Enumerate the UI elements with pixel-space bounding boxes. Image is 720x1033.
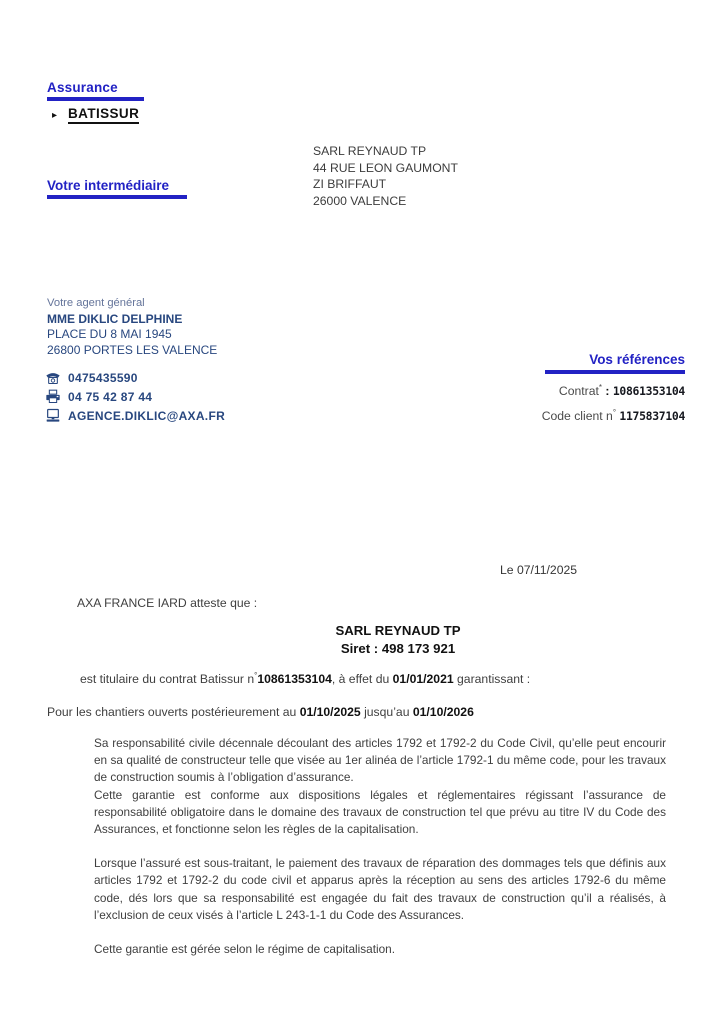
recipient-name: SARL REYNAUD TP <box>313 144 427 158</box>
paragraph-spacer <box>94 924 666 941</box>
intermediary-heading: Votre intermédiaire <box>47 178 170 193</box>
agent-contacts-block <box>45 368 225 425</box>
brand-underline-bar <box>47 97 144 101</box>
email-row <box>45 406 225 425</box>
paragraph-conformite: Cette garantie est conforme aux dispositions légales et réglementaires régissant l’assurance de responsabilité obligatoire dans le domaine des travaux de construction tel que prévu au titre IV du Code des Assurances, et fonctionne selon les règles de la capitalisation. <box>94 787 666 837</box>
holder-text-mid: , à effet du <box>331 672 393 687</box>
agent-label: Votre agent général <box>47 297 145 309</box>
recipient-city: 26000 VALENCE <box>313 193 407 208</box>
contract-label: Contrat <box>558 383 599 398</box>
contract-effect-date: 01/01/2021 <box>392 672 454 687</box>
attestation-intro: AXA FRANCE IARD atteste que : <box>77 596 258 610</box>
paragraph-sous-traitant: Lorsque l’assuré est sous-traitant, le paiement des travaux de réparation des dommages tels que définis aux articles 1792 et 1792-2 du code civil et apparus après la réception au sens des articles 1792-6 du même code, dés lors que sa responsabilité est engagée du fait des travaux de construction qu’il a réalisés, à l’exclusion de ceux visés à l’article L 243-1-1 du Code des Assurances. <box>94 856 666 922</box>
holder-text-pre: est titulaire du contrat Batissur n <box>80 672 255 687</box>
period-end-date: 01/10/2026 <box>412 705 474 719</box>
contract-number: 10861353104 <box>612 383 685 398</box>
agent-address-line2: 26800 PORTES LES VALENCE <box>47 342 218 357</box>
insured-company-name: SARL REYNAUD TP <box>335 623 461 638</box>
paragraph-spacer <box>94 838 666 855</box>
intermediary-underline-bar <box>47 195 187 199</box>
holder-text-post: garantissant : <box>453 672 531 687</box>
client-code-number: 1175837104 <box>619 408 685 423</box>
client-code-label: Code client n <box>541 408 613 423</box>
period-start-date: 01/10/2025 <box>299 705 361 719</box>
period-text-mid: jusqu’au <box>360 705 413 719</box>
paragraph-capitalisation: Cette garantie est gérée selon le régime de capitalisation. <box>94 942 395 957</box>
references-section <box>542 352 685 424</box>
guarantee-paragraphs <box>94 735 666 958</box>
agent-block <box>47 296 217 358</box>
references-heading: Vos références <box>589 352 685 367</box>
letter-date: Le 07/11/2025 <box>500 563 578 577</box>
brand-block <box>47 80 144 124</box>
agent-address-line1: PLACE DU 8 MAI 1945 <box>47 327 172 341</box>
brand-assurance-label: Assurance <box>47 80 118 95</box>
telephone-icon <box>45 370 61 385</box>
agent-name: MME DIKLIC DELPHINE <box>47 311 183 326</box>
holder-contract-number: 10861353104 <box>257 672 332 687</box>
coverage-period-line <box>47 705 474 719</box>
agent-email: AGENCE.DIKLIC@AXA.FR <box>68 408 226 423</box>
computer-email-icon <box>45 408 61 423</box>
fax-number: 04 75 42 87 44 <box>68 389 153 404</box>
insured-company-block <box>78 622 718 657</box>
client-code-degree: ° <box>612 407 617 417</box>
paragraph-decennale: Sa responsabilité civile décennale découlant des articles 1792 et 1792-2 du Code Civil, qu’elle peut encourir en sa qualité de constructeur telle que visée au 1er alinéa de l’article 1792-1 du même code, pour les travaux de construction soumis à l’obligation d’assurance. <box>94 736 666 785</box>
insured-company-siret: Siret : 498 173 921 <box>340 640 456 656</box>
contract-reference-row <box>542 380 685 399</box>
fax-row <box>45 387 225 406</box>
contract-holder-line <box>80 671 530 686</box>
brand-product-name: BATISSUR <box>68 106 139 124</box>
period-text-pre: Pour les chantiers ouverts postérieurement au <box>47 705 300 719</box>
brand-product-row <box>47 106 144 124</box>
contract-footnote-mark: * <box>598 382 603 392</box>
recipient-street: 44 RUE LEON GAUMONT <box>313 160 458 175</box>
recipient-area: ZI BRIFFAUT <box>313 177 387 191</box>
fax-icon <box>45 389 61 404</box>
client-code-row <box>542 405 685 424</box>
references-underline-bar <box>545 370 685 374</box>
phone-number: 0475435590 <box>68 370 138 385</box>
recipient-address-block <box>313 143 458 209</box>
arrow-right-icon: ▸ <box>52 110 58 121</box>
phone-row <box>45 368 225 387</box>
contract-separator: : <box>602 383 613 398</box>
intermediary-section <box>47 178 187 199</box>
holder-degree-sign: ° <box>254 671 258 680</box>
